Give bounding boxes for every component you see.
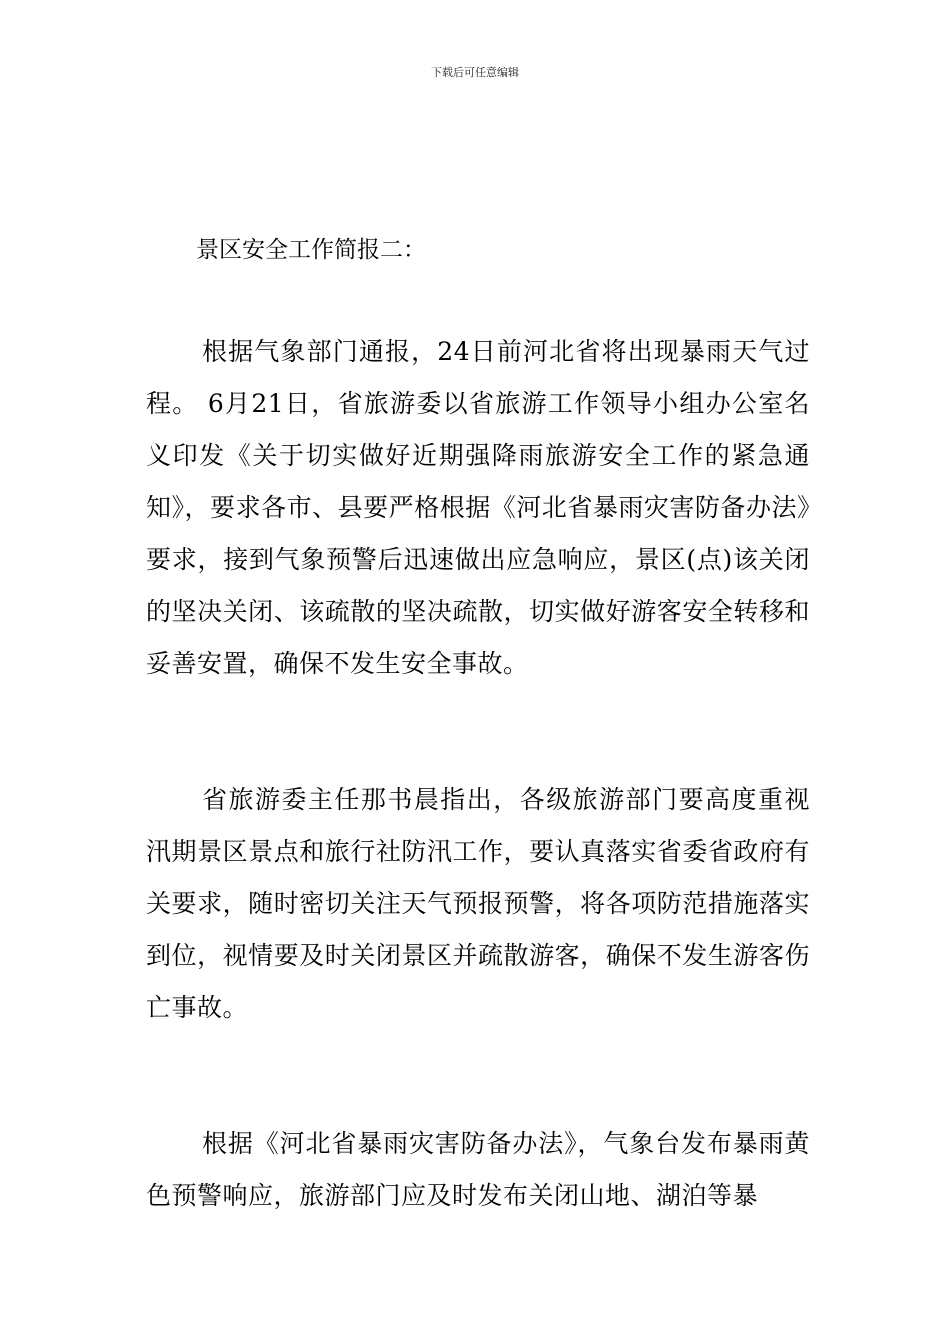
header-note: 下载后可任意编辑: [431, 66, 519, 79]
document-title: 景区安全工作简报二：: [196, 237, 426, 263]
paragraph-2: 省旅游委主任那书晨指出，各级旅游部门要高度重视汛期景区景点和旅行社防汛工作，要认真落实省委省政府有关要求，随时密切关注天气预报预警，将各项防范措施落实到位，视情要及时关闭景区并疏散游客，确保不发生游客伤亡事故。: [146, 785, 810, 1022]
paragraph-3: 根据《河北省暴雨灾害防备办法》，气象台发布暴雨黄色预警响应，旅游部门应及时发布关闭山地、湖泊等暴: [146, 1129, 810, 1210]
paragraph-1: 根据气象部门通报，24日前河北省将出现暴雨天气过程。 6月21日，省旅游委以省旅游工作领导小组办公室名义印发《关于切实做好近期强降雨旅游安全工作的紧急通知》，要求各市、县要严格根据《河北省暴雨灾害防备办法》要求，接到气象预警后迅速做出应急响应，景区(点)该关闭的坚决关闭、该疏散的坚决疏散，切实做好游客安全转移和妥善安置，确保不发生安全事故。: [146, 337, 810, 678]
